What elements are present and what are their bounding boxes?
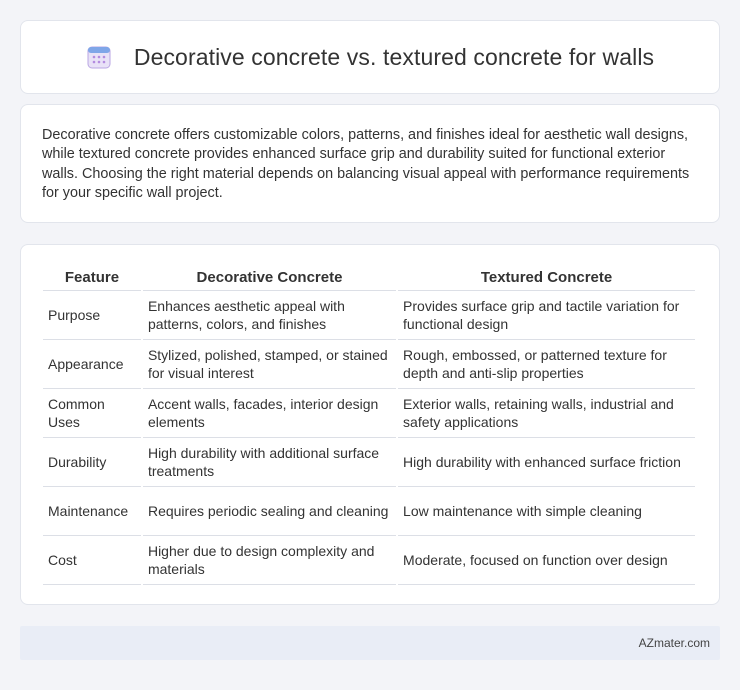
decorative-cell: Higher due to design complexity and materials	[143, 536, 396, 585]
header-feature: Feature	[43, 265, 141, 291]
table-row	[43, 438, 695, 487]
table-row	[43, 340, 695, 389]
feature-cell: Appearance	[43, 340, 141, 389]
textured-cell: Low maintenance with simple cleaning	[398, 487, 695, 536]
header-decorative-concrete: Decorative Concrete	[143, 265, 396, 291]
summary-card	[20, 104, 720, 223]
page-title: Decorative concrete vs. textured concrete for walls	[133, 43, 655, 70]
feature-cell: Durability	[43, 438, 141, 487]
feature-cell: Maintenance	[43, 487, 141, 536]
feature-cell: Common Uses	[43, 389, 141, 438]
feature-cell: Cost	[43, 536, 141, 585]
calendar-icon	[86, 44, 112, 70]
footer-bar	[20, 626, 720, 660]
header-textured-concrete: Textured Concrete	[398, 265, 695, 291]
summary-text: Decorative concrete offers customizable colors, patterns, and finishes ideal for aesthetic wall designs, while textured concrete provides enhanced surface grip and durability suited for functional exterior walls. Choosing the right material depends on balancing visual appeal with performance requirements for your specific wall project.	[42, 127, 690, 202]
decorative-cell: Accent walls, facades, interior design elements	[143, 389, 396, 438]
textured-cell: Provides surface grip and tactile variation for functional design	[398, 291, 695, 340]
textured-cell: Rough, embossed, or patterned texture for depth and anti-slip properties	[398, 340, 695, 389]
decorative-cell: Enhances aesthetic appeal with patterns, colors, and finishes	[143, 291, 396, 340]
table-row	[43, 291, 695, 340]
textured-cell: Moderate, focused on function over design	[398, 536, 695, 585]
table-row	[43, 487, 695, 536]
comparison-table-card	[20, 244, 720, 605]
decorative-cell: High durability with additional surface treatments	[143, 438, 396, 487]
decorative-cell: Stylized, polished, stamped, or stained for visual interest	[143, 340, 396, 389]
feature-cell: Purpose	[43, 291, 141, 340]
table-row	[43, 536, 695, 585]
table-row	[43, 389, 695, 438]
textured-cell: High durability with enhanced surface friction	[398, 438, 695, 487]
textured-cell: Exterior walls, retaining walls, industrial and safety applications	[398, 389, 695, 438]
title-card	[20, 20, 720, 94]
comparison-table	[41, 265, 697, 585]
table-header-row	[43, 265, 695, 291]
decorative-cell: Requires periodic sealing and cleaning	[143, 487, 396, 536]
footer-brand[interactable]: AZmater.com	[638, 636, 710, 650]
